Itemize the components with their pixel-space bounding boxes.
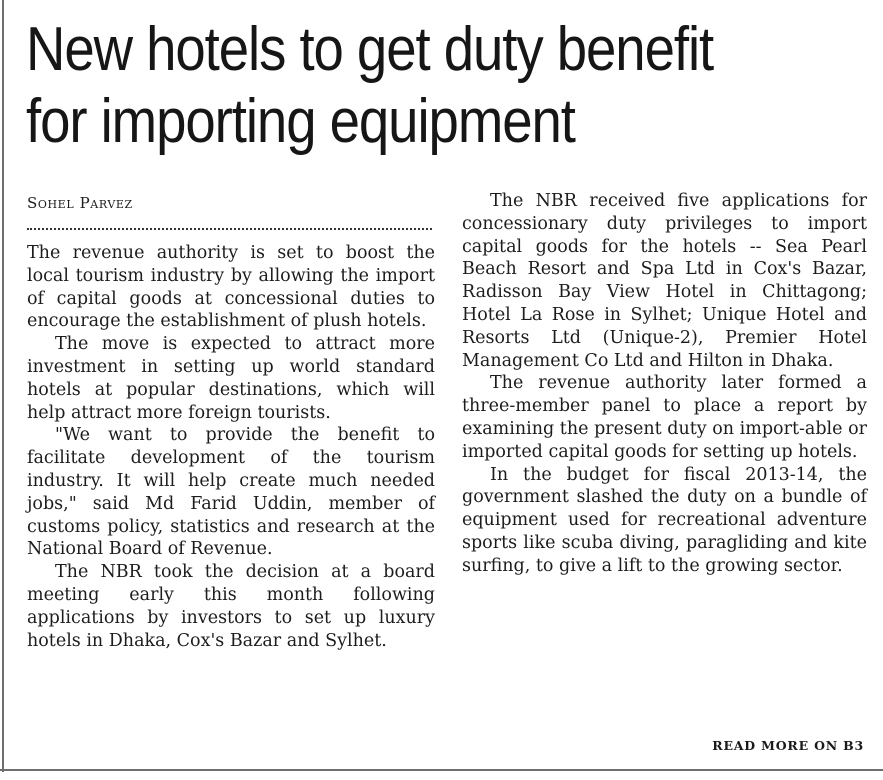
paragraph: "We want to provide the benefit to facilitate development of the tourism industry. It will help create much needed jobs," said Md Farid Uddin, member of customs policy, statistics and research at the National Board of Revenue. [27,425,435,560]
article-column-left [27,190,435,652]
paragraph: The NBR received five applications for concessionary duty privileges to import capital goods for the hotels -- Sea Pearl Beach Resort and Spa Ltd in Cox's Bazar, Radisson Bay View Hotel in Chittagong; Hotel La Rose in Sylhet; Unique Hotel and Resorts Ltd (Unique-2), Premier Hotel Management Co Ltd and Hilton in Dhaka. [462,191,867,371]
article-column-right [462,190,867,578]
paragraph: The revenue authority later formed a three-member panel to place a report by examining the present duty on import-able or imported capital goods for setting up hotels. [462,373,867,462]
paragraph: In the budget for fiscal 2013-14, the government slashed the duty on a bundle of equipment used for recreational adventure sports like scuba diving, paragliding and kite surfing, to give a lift to the growing sector. [462,464,867,576]
paragraph: The NBR took the decision at a board meeting early this month following applications by investors to set up luxury hotels in Dhaka, Cox's Bazar and Sylhet. [27,562,435,651]
bottom-rule [0,769,883,771]
byline-dotted-divider [27,218,432,230]
left-column-rule [2,0,4,772]
read-more-link[interactable]: READ MORE ON B3 [712,738,864,753]
article-headline: New hotels to get duty benefit for importing equipment [26,15,714,156]
byline: Sohel Parvez [27,194,133,212]
paragraph: The move is expected to attract more investment in setting up world standard hotels at popular destinations, which will help attract more foreign tourists. [27,334,435,423]
paragraph: The revenue authority is set to boost the local tourism industry by allowing the import of capital goods at concessional duties to encourage the establishment of plush hotels. [27,243,435,332]
